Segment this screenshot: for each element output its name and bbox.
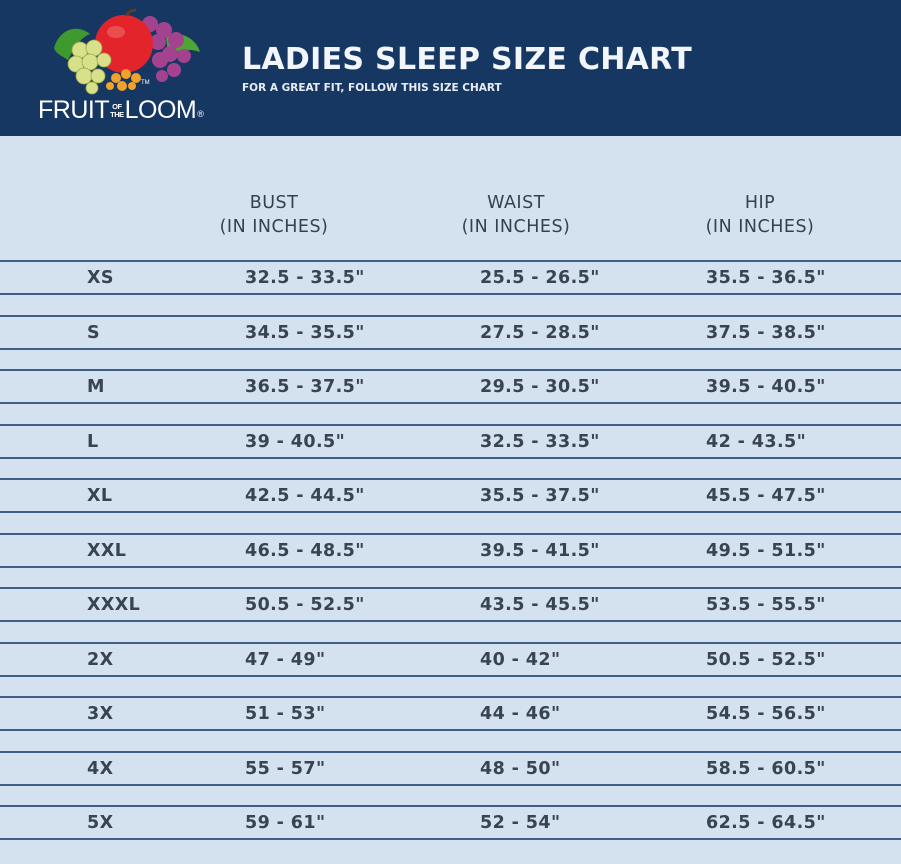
cell-size: 5X — [87, 813, 114, 833]
cell-bust: 55 - 57" — [245, 758, 326, 779]
cell-size: XS — [87, 268, 114, 288]
brand-word-fruit: FRUIT — [38, 96, 110, 124]
column-header-bust: BUST (IN INCHES) — [219, 193, 329, 237]
cell-bust: 51 - 53" — [245, 704, 326, 724]
cell-waist: 25.5 - 26.5" — [480, 268, 600, 288]
cell-size: 3X — [87, 704, 114, 724]
row-divider — [0, 369, 901, 371]
cell-hip: 54.5 - 56.5" — [706, 704, 826, 724]
brand-wordmark — [38, 96, 203, 125]
cell-bust: 32.5 - 33.5" — [245, 268, 365, 288]
cell-bust: 36.5 - 37.5" — [245, 377, 365, 397]
page-subtitle: FOR A GREAT FIT, FOLLOW THIS SIZE CHART — [242, 82, 502, 94]
header-banner — [0, 0, 901, 136]
row-divider — [0, 348, 901, 350]
row-divider — [0, 293, 901, 295]
cell-waist: 35.5 - 37.5" — [480, 486, 600, 506]
row-divider — [0, 566, 901, 568]
fruit-cluster-icon — [46, 8, 206, 98]
cell-size: XXXL — [87, 595, 141, 615]
row-divider — [0, 838, 901, 840]
column-header-waist: WAIST (IN INCHES) — [461, 193, 571, 237]
brand-word-of: OF — [112, 101, 122, 111]
row-divider — [0, 533, 901, 535]
row-divider — [0, 751, 901, 753]
cell-waist: 40 - 42" — [480, 649, 561, 670]
cell-waist: 39.5 - 41.5" — [480, 540, 600, 561]
row-divider — [0, 478, 901, 480]
cell-hip: 50.5 - 52.5" — [706, 649, 826, 670]
row-divider — [0, 587, 901, 589]
trademark-mark: TM — [141, 80, 150, 86]
row-divider — [0, 805, 901, 807]
cell-size: XL — [87, 486, 113, 506]
row-divider — [0, 642, 901, 644]
row-divider — [0, 315, 901, 317]
cell-waist: 29.5 - 30.5" — [480, 377, 600, 397]
cell-hip: 45.5 - 47.5" — [706, 486, 826, 506]
cell-bust: 46.5 - 48.5" — [245, 540, 365, 561]
cell-size: 2X — [87, 649, 114, 670]
cell-bust: 50.5 - 52.5" — [245, 595, 365, 615]
cell-bust: 59 - 61" — [245, 813, 326, 833]
cell-hip: 39.5 - 40.5" — [706, 377, 826, 397]
row-divider — [0, 696, 901, 698]
brand-logo — [0, 0, 240, 136]
cell-size: XXL — [87, 540, 127, 561]
cell-size: S — [87, 322, 101, 343]
cell-bust: 39 - 40.5" — [245, 431, 346, 452]
cell-waist: 44 - 46" — [480, 704, 561, 724]
cell-waist: 27.5 - 28.5" — [480, 322, 600, 343]
cell-waist: 48 - 50" — [480, 758, 561, 779]
row-divider — [0, 620, 901, 622]
cell-size: 4X — [87, 758, 114, 779]
row-divider — [0, 457, 901, 459]
row-divider — [0, 784, 901, 786]
cell-size: L — [87, 431, 99, 452]
row-divider — [0, 260, 901, 262]
cell-hip: 42 - 43.5" — [706, 431, 807, 452]
cell-hip: 62.5 - 64.5" — [706, 813, 826, 833]
registered-mark: ® — [197, 109, 204, 119]
cell-size: M — [87, 377, 105, 397]
row-divider — [0, 402, 901, 404]
cell-hip: 37.5 - 38.5" — [706, 322, 826, 343]
cell-hip: 53.5 - 55.5" — [706, 595, 826, 615]
cell-hip: 49.5 - 51.5" — [706, 540, 826, 561]
cell-bust: 47 - 49" — [245, 649, 326, 670]
row-divider — [0, 675, 901, 677]
cell-waist: 32.5 - 33.5" — [480, 431, 600, 452]
cell-bust: 34.5 - 35.5" — [245, 322, 365, 343]
row-divider — [0, 511, 901, 513]
column-header-hip: HIP (IN INCHES) — [705, 193, 815, 237]
row-divider — [0, 424, 901, 426]
cell-hip: 35.5 - 36.5" — [706, 268, 826, 288]
cell-waist: 43.5 - 45.5" — [480, 595, 600, 615]
row-divider — [0, 729, 901, 731]
cell-bust: 42.5 - 44.5" — [245, 486, 365, 506]
brand-word-the: THE — [110, 109, 124, 119]
cell-hip: 58.5 - 60.5" — [706, 758, 826, 779]
page-title: LADIES SLEEP SIZE CHART — [242, 42, 693, 77]
cell-waist: 52 - 54" — [480, 813, 561, 833]
brand-word-loom: LOOM — [124, 96, 197, 124]
